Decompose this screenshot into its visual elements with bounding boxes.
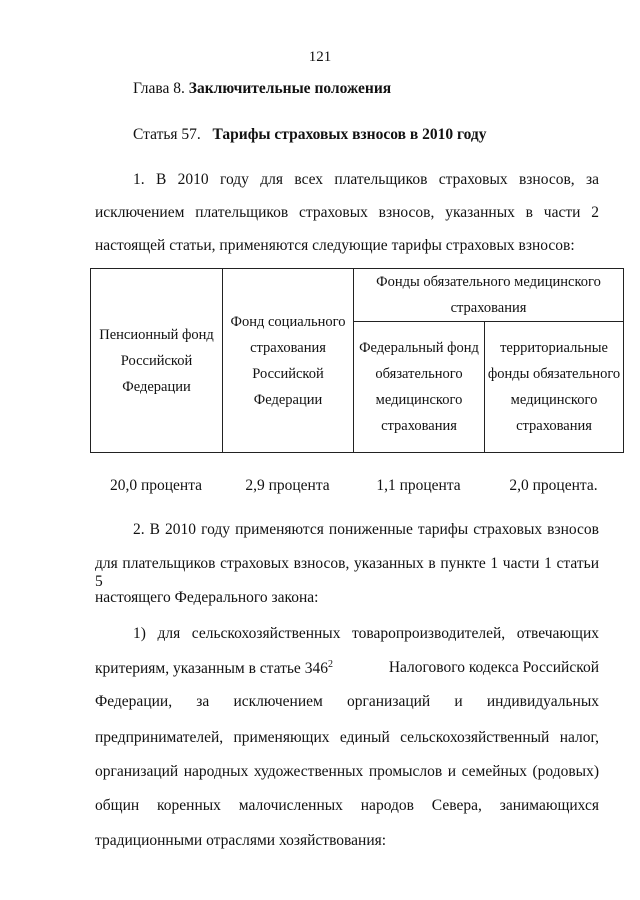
- article-heading: [133, 126, 487, 144]
- federal-fund-rate: 1,1 процента: [376, 477, 461, 494]
- pension-fund-rate: 20,0 процента: [109, 477, 203, 494]
- social-insurance-fund-header: Фонд социального страхования Российской Федерации: [223, 269, 354, 453]
- medical-insurance-funds-header: Фонды обязательного медицинского страхования: [354, 269, 624, 322]
- para3-line2: [95, 659, 599, 678]
- tariffs-table: [90, 268, 624, 453]
- federal-fund-header: Федеральный фонд обязательного медицинского страхования: [354, 322, 485, 453]
- para3-line3: Федерации, за исключением организаций и индивидуальных: [95, 693, 599, 710]
- social-insurance-rate: 2,9 процента: [245, 477, 330, 494]
- para3-line4: предпринимателей, применяющих единый сельскохозяйственный налог,: [95, 729, 599, 746]
- article-title: Тарифы страховых взносов в 2010 году: [212, 126, 487, 143]
- para3-line6: общин коренных малочисленных народов Севера, занимающихся: [95, 797, 599, 814]
- territorial-funds-header: территориальные фонды обязательного медицинского страхования: [485, 322, 624, 453]
- para2-line1: 2. В 2010 году применяются пониженные тарифы страховых взносов: [133, 521, 599, 538]
- para2-line3: настоящего Федерального закона:: [95, 589, 319, 606]
- para3-line5: организаций народных художественных промыслов и семейных (родовых): [95, 763, 599, 780]
- superscript-2: 2: [327, 659, 333, 670]
- para3-line2-end: Налогового кодекса Российской: [388, 659, 599, 676]
- para3-line1: 1) для сельскохозяйственных товаропроизводителей, отвечающих: [133, 625, 599, 642]
- para1-line1: 1. В 2010 году для всех плательщиков страховых взносов, за: [133, 171, 599, 188]
- chapter-prefix: Глава 8.: [133, 80, 185, 97]
- chapter-heading: [133, 80, 391, 98]
- page-number: 121: [308, 49, 332, 65]
- territorial-funds-rate: 2,0 процента.: [509, 477, 598, 494]
- para1-line2: исключением плательщиков страховых взносов, указанных в части 2: [95, 204, 599, 221]
- para3-line2-start: критериям, указанным в статье $346^2$: [95, 659, 333, 678]
- article-prefix: Статья 57.: [133, 126, 201, 143]
- para1-line3: настоящей статьи, применяются следующие тарифы страховых взносов:: [95, 237, 575, 254]
- para3-line7: традиционными отраслями хозяйствования:: [95, 832, 387, 849]
- pension-fund-header: Пенсионный фонд Российской Федерации: [91, 269, 223, 453]
- chapter-title: Заключительные положения: [188, 80, 392, 97]
- para2-line2: для плательщиков страховых взносов, указанных в пункте 1 части 1 статьи 5: [95, 555, 599, 590]
